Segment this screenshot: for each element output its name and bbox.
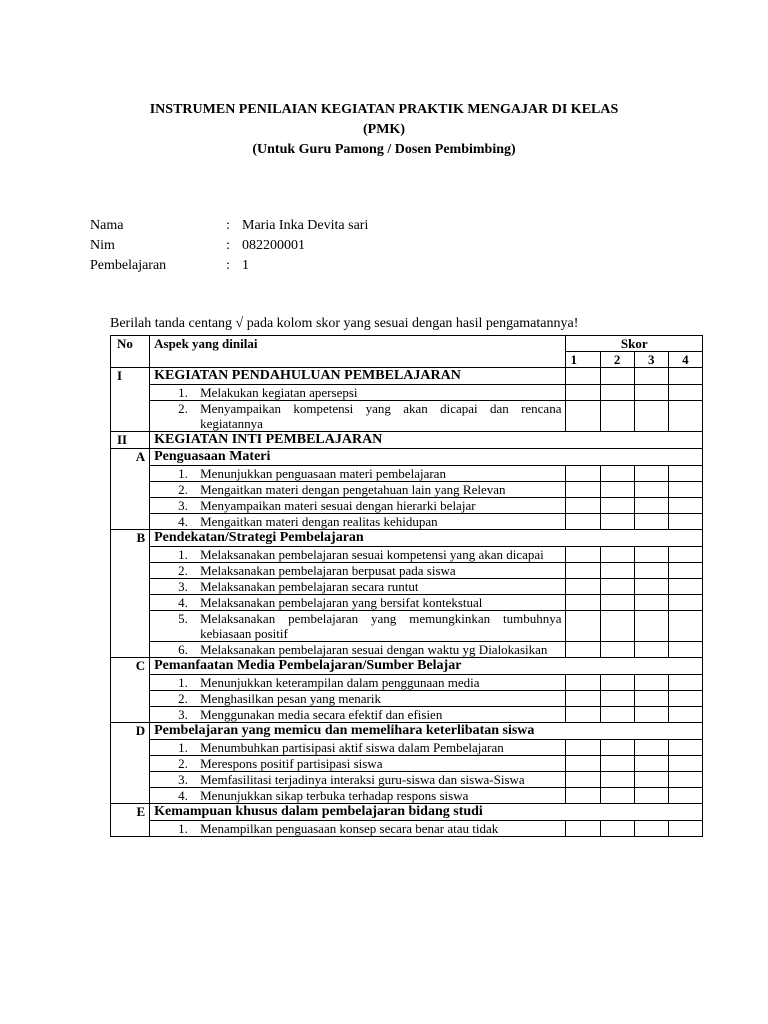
score-checkbox-cell[interactable] xyxy=(566,547,600,563)
score-checkbox-cell[interactable] xyxy=(566,788,600,804)
score-checkbox-cell[interactable] xyxy=(634,772,668,788)
table-header-row xyxy=(111,336,703,352)
table-row xyxy=(111,579,703,595)
score-checkbox-cell[interactable] xyxy=(668,514,702,530)
score-checkbox-cell[interactable] xyxy=(634,401,668,432)
score-checkbox-cell[interactable] xyxy=(668,707,702,723)
score-checkbox-cell[interactable] xyxy=(634,756,668,772)
list-item xyxy=(154,756,561,771)
item-text: Menunjukkan keterampilan dalam penggunaan media xyxy=(200,675,480,690)
score-checkbox-cell[interactable] xyxy=(566,642,600,658)
item-text: Melaksanakan pembelajaran yang memungkinkan tumbuhnya kebiasaan positif xyxy=(200,611,562,641)
list-item xyxy=(154,691,561,706)
identity-row-nama xyxy=(90,216,368,236)
list-item xyxy=(154,675,561,690)
score-checkbox-cell[interactable] xyxy=(668,611,702,642)
list-item xyxy=(154,821,561,836)
item-cell xyxy=(150,611,566,642)
list-item xyxy=(154,498,561,513)
identity-colon: : xyxy=(226,238,230,253)
table-row xyxy=(111,642,703,658)
score-checkbox-cell[interactable] xyxy=(600,595,634,611)
score-checkbox-cell[interactable] xyxy=(600,821,634,837)
score-checkbox-cell[interactable] xyxy=(634,514,668,530)
subsection-row xyxy=(111,530,703,547)
list-item xyxy=(154,579,561,594)
item-number: 1. xyxy=(178,385,188,400)
score-checkbox-cell[interactable] xyxy=(634,466,668,482)
item-number: 1. xyxy=(178,547,188,562)
score-checkbox-cell[interactable] xyxy=(600,707,634,723)
list-item xyxy=(154,611,561,641)
col-skor-header: Skor xyxy=(566,336,703,352)
identity-label: Pembelajaran xyxy=(90,258,167,273)
table-row xyxy=(111,772,703,788)
subsection-title: Pembelajaran yang memicu dan memelihara keterlibatan siswa xyxy=(150,723,703,740)
item-number: 3. xyxy=(178,707,188,722)
list-item xyxy=(154,595,561,610)
item-number: 2. xyxy=(178,482,188,497)
subsection-letter: C xyxy=(111,658,150,723)
item-cell xyxy=(150,642,566,658)
list-item xyxy=(154,514,561,529)
score-checkbox-cell[interactable] xyxy=(566,579,600,595)
item-number: 5. xyxy=(178,611,188,626)
table-row xyxy=(111,756,703,772)
score-checkbox-cell[interactable] xyxy=(566,740,600,756)
table-row xyxy=(111,595,703,611)
item-number: 2. xyxy=(178,756,188,771)
item-cell xyxy=(150,482,566,498)
item-text: Menyampaikan materi sesuai dengan hierarki belajar xyxy=(200,498,476,513)
score-checkbox-cell[interactable] xyxy=(668,691,702,707)
item-text: Mengaitkan materi dengan realitas kehidupan xyxy=(200,514,438,529)
subsection-letter: B xyxy=(111,530,150,658)
score-checkbox-cell[interactable] xyxy=(566,514,600,530)
section-title: KEGIATAN INTI PEMBELAJARAN xyxy=(150,432,703,449)
item-cell xyxy=(150,401,566,432)
table-row xyxy=(111,611,703,642)
score-checkbox-cell[interactable] xyxy=(634,368,668,385)
score-checkbox-cell[interactable] xyxy=(600,691,634,707)
item-text: Melaksanakan pembelajaran berpusat pada siswa xyxy=(200,563,456,578)
score-checkbox-cell[interactable] xyxy=(600,498,634,514)
subsection-row xyxy=(111,658,703,675)
title-line-3: (Untuk Guru Pamong / Dosen Pembimbing) xyxy=(252,142,516,157)
score-checkbox-cell[interactable] xyxy=(668,466,702,482)
score-checkbox-cell[interactable] xyxy=(600,385,634,401)
section-number: II xyxy=(111,432,150,449)
score-checkbox-cell[interactable] xyxy=(566,691,600,707)
item-text: Mengaitkan materi dengan pengetahuan lain yang Relevan xyxy=(200,482,506,497)
table-row xyxy=(111,466,703,482)
title-line-2: (PMK) xyxy=(363,122,405,137)
score-checkbox-cell[interactable] xyxy=(600,466,634,482)
score-checkbox-cell[interactable] xyxy=(668,401,702,432)
score-checkbox-cell[interactable] xyxy=(634,611,668,642)
identity-block xyxy=(90,216,368,276)
item-text: Menghasilkan pesan yang menarik xyxy=(200,691,381,706)
score-checkbox-cell[interactable] xyxy=(600,611,634,642)
score-checkbox-cell[interactable] xyxy=(600,514,634,530)
score-checkbox-cell[interactable] xyxy=(600,547,634,563)
item-text: Menunjukkan sikap terbuka terhadap respons siswa xyxy=(200,788,469,803)
item-text: Melakukan kegiatan apersepsi xyxy=(200,385,358,400)
score-checkbox-cell[interactable] xyxy=(600,756,634,772)
item-cell xyxy=(150,821,566,837)
item-number: 3. xyxy=(178,498,188,513)
score-checkbox-cell[interactable] xyxy=(634,579,668,595)
table-row xyxy=(111,788,703,804)
score-checkbox-cell[interactable] xyxy=(634,563,668,579)
score-checkbox-cell[interactable] xyxy=(566,772,600,788)
score-checkbox-cell[interactable] xyxy=(634,595,668,611)
score-checkbox-cell[interactable] xyxy=(634,707,668,723)
item-cell xyxy=(150,579,566,595)
score-checkbox-cell[interactable] xyxy=(566,401,600,432)
subsection-title: Kemampuan khusus dalam pembelajaran bidang studi xyxy=(150,804,703,821)
list-item xyxy=(154,642,561,657)
identity-value: 082200001 xyxy=(242,238,305,253)
identity-label: Nama xyxy=(90,218,124,233)
score-checkbox-cell[interactable] xyxy=(634,547,668,563)
score-checkbox-cell[interactable] xyxy=(634,498,668,514)
item-text: Melaksanakan pembelajaran sesuai dengan waktu yg Dialokasikan xyxy=(200,642,548,657)
score-checkbox-cell[interactable] xyxy=(634,385,668,401)
subsection-letter: D xyxy=(111,723,150,804)
item-cell xyxy=(150,563,566,579)
score-checkbox-cell[interactable] xyxy=(566,675,600,691)
score-checkbox-cell[interactable] xyxy=(668,498,702,514)
instruction-text: Berilah tanda centang √ pada kolom skor yang sesuai dengan hasil pengamatannya! xyxy=(110,316,579,331)
subsection-row xyxy=(111,723,703,740)
item-cell xyxy=(150,498,566,514)
table-row xyxy=(111,707,703,723)
list-item xyxy=(154,788,561,803)
item-cell xyxy=(150,788,566,804)
table-row xyxy=(111,691,703,707)
table-row xyxy=(111,514,703,530)
score-checkbox-cell[interactable] xyxy=(634,482,668,498)
col-no-header: No xyxy=(111,336,150,368)
identity-value: Maria Inka Devita sari xyxy=(242,218,369,233)
item-text: Menumbuhkan partisipasi aktif siswa dalam Pembelajaran xyxy=(200,740,504,755)
score-checkbox-cell[interactable] xyxy=(634,821,668,837)
list-item xyxy=(154,385,561,400)
identity-label: Nim xyxy=(90,238,115,253)
item-number: 2. xyxy=(178,401,188,416)
subsection-row xyxy=(111,449,703,466)
item-cell xyxy=(150,707,566,723)
item-number: 2. xyxy=(178,563,188,578)
skor-value: 1 xyxy=(566,352,600,368)
score-checkbox-cell[interactable] xyxy=(668,740,702,756)
list-item xyxy=(154,740,561,755)
score-checkbox-cell[interactable] xyxy=(634,642,668,658)
score-checkbox-cell[interactable] xyxy=(668,579,702,595)
score-checkbox-cell[interactable] xyxy=(668,563,702,579)
score-checkbox-cell[interactable] xyxy=(634,691,668,707)
score-checkbox-cell[interactable] xyxy=(566,482,600,498)
score-checkbox-cell[interactable] xyxy=(566,821,600,837)
assessment-table xyxy=(110,335,703,837)
item-cell xyxy=(150,547,566,563)
skor-value: 4 xyxy=(668,352,702,368)
score-checkbox-cell[interactable] xyxy=(566,385,600,401)
item-cell xyxy=(150,675,566,691)
score-checkbox-cell[interactable] xyxy=(566,611,600,642)
table-row xyxy=(111,401,703,432)
score-checkbox-cell[interactable] xyxy=(566,563,600,579)
subsection-title: Penguasaan Materi xyxy=(150,449,703,466)
score-checkbox-cell[interactable] xyxy=(566,498,600,514)
subsection-title: Pendekatan/Strategi Pembelajaran xyxy=(150,530,703,547)
item-number: 1. xyxy=(178,821,188,836)
title-line-1: INSTRUMEN PENILAIAN KEGIATAN PRAKTIK MENGAJAR DI KELAS xyxy=(149,102,619,117)
subsection-row xyxy=(111,804,703,821)
item-text: Menunjukkan penguasaan materi pembelajaran xyxy=(200,466,446,481)
subsection-title: Pemanfaatan Media Pembelajaran/Sumber Belajar xyxy=(150,658,703,675)
list-item xyxy=(154,401,561,431)
list-item xyxy=(154,772,561,787)
subsection-letter: A xyxy=(111,449,150,530)
score-checkbox-cell[interactable] xyxy=(668,772,702,788)
item-text: Melaksanakan pembelajaran secara runtut xyxy=(200,579,419,594)
score-checkbox-cell[interactable] xyxy=(668,821,702,837)
identity-row-nim xyxy=(90,236,368,256)
score-checkbox-cell[interactable] xyxy=(600,368,634,385)
score-checkbox-cell[interactable] xyxy=(668,756,702,772)
table-row xyxy=(111,498,703,514)
score-checkbox-cell[interactable] xyxy=(566,368,600,385)
score-checkbox-cell[interactable] xyxy=(668,547,702,563)
item-number: 3. xyxy=(178,579,188,594)
list-item xyxy=(154,482,561,497)
score-checkbox-cell[interactable] xyxy=(600,642,634,658)
table-row xyxy=(111,385,703,401)
score-checkbox-cell[interactable] xyxy=(600,482,634,498)
identity-colon: : xyxy=(226,258,230,273)
score-checkbox-cell[interactable] xyxy=(634,675,668,691)
item-cell xyxy=(150,740,566,756)
score-checkbox-cell[interactable] xyxy=(600,401,634,432)
section-title: KEGIATAN PENDAHULUAN PEMBELAJARAN xyxy=(150,368,566,385)
item-number: 1. xyxy=(178,466,188,481)
item-cell xyxy=(150,385,566,401)
score-checkbox-cell[interactable] xyxy=(566,707,600,723)
score-checkbox-cell[interactable] xyxy=(634,740,668,756)
item-text: Merespons positif partisipasi siswa xyxy=(200,756,383,771)
score-checkbox-cell[interactable] xyxy=(566,756,600,772)
score-checkbox-cell[interactable] xyxy=(668,788,702,804)
score-checkbox-cell[interactable] xyxy=(668,595,702,611)
item-text: Melaksanakan pembelajaran sesuai kompetensi yang akan dicapai xyxy=(200,547,544,562)
item-cell xyxy=(150,756,566,772)
identity-row-pembelajaran xyxy=(90,256,368,276)
table-row xyxy=(111,821,703,837)
score-checkbox-cell[interactable] xyxy=(600,772,634,788)
item-number: 4. xyxy=(178,595,188,610)
item-number: 6. xyxy=(178,642,188,657)
item-cell xyxy=(150,691,566,707)
table-row xyxy=(111,547,703,563)
score-checkbox-cell[interactable] xyxy=(600,675,634,691)
score-checkbox-cell[interactable] xyxy=(600,563,634,579)
score-checkbox-cell[interactable] xyxy=(668,368,702,385)
col-aspek-header: Aspek yang dinilai xyxy=(150,336,566,368)
item-number: 1. xyxy=(178,675,188,690)
item-text: Menyampaikan kompetensi yang akan dicapai dan rencana kegiatannya xyxy=(200,401,562,431)
item-text: Memfasilitasi terjadinya interaksi guru-siswa dan siswa-Siswa xyxy=(200,772,525,787)
score-checkbox-cell[interactable] xyxy=(668,482,702,498)
score-checkbox-cell[interactable] xyxy=(600,740,634,756)
section-number: I xyxy=(111,368,150,432)
item-number: 2. xyxy=(178,691,188,706)
item-text: Menggunakan media secara efektif dan efisien xyxy=(200,707,443,722)
score-checkbox-cell[interactable] xyxy=(600,788,634,804)
table-row xyxy=(111,563,703,579)
item-number: 3. xyxy=(178,772,188,787)
score-checkbox-cell[interactable] xyxy=(634,788,668,804)
subsection-letter: E xyxy=(111,804,150,837)
score-checkbox-cell[interactable] xyxy=(668,385,702,401)
list-item xyxy=(154,563,561,578)
list-item xyxy=(154,707,561,722)
item-cell xyxy=(150,514,566,530)
section-row xyxy=(111,368,703,385)
table-row xyxy=(111,482,703,498)
item-number: 1. xyxy=(178,740,188,755)
table-row xyxy=(111,740,703,756)
score-checkbox-cell[interactable] xyxy=(600,579,634,595)
item-number: 4. xyxy=(178,788,188,803)
skor-value: 2 xyxy=(600,352,634,368)
score-checkbox-cell[interactable] xyxy=(668,675,702,691)
identity-colon: : xyxy=(226,218,230,233)
item-text: Melaksanakan pembelajaran yang bersifat kontekstual xyxy=(200,595,483,610)
table-row xyxy=(111,675,703,691)
document-title xyxy=(0,100,768,160)
score-checkbox-cell[interactable] xyxy=(668,642,702,658)
list-item xyxy=(154,466,561,481)
item-text: Menampilkan penguasaan konsep secara benar atau tidak xyxy=(200,821,499,836)
skor-value: 3 xyxy=(634,352,668,368)
section-row xyxy=(111,432,703,449)
score-checkbox-cell[interactable] xyxy=(566,466,600,482)
item-cell xyxy=(150,595,566,611)
list-item xyxy=(154,547,561,562)
item-number: 4. xyxy=(178,514,188,529)
score-checkbox-cell[interactable] xyxy=(566,595,600,611)
item-cell xyxy=(150,466,566,482)
item-cell xyxy=(150,772,566,788)
identity-value: 1 xyxy=(242,258,249,273)
